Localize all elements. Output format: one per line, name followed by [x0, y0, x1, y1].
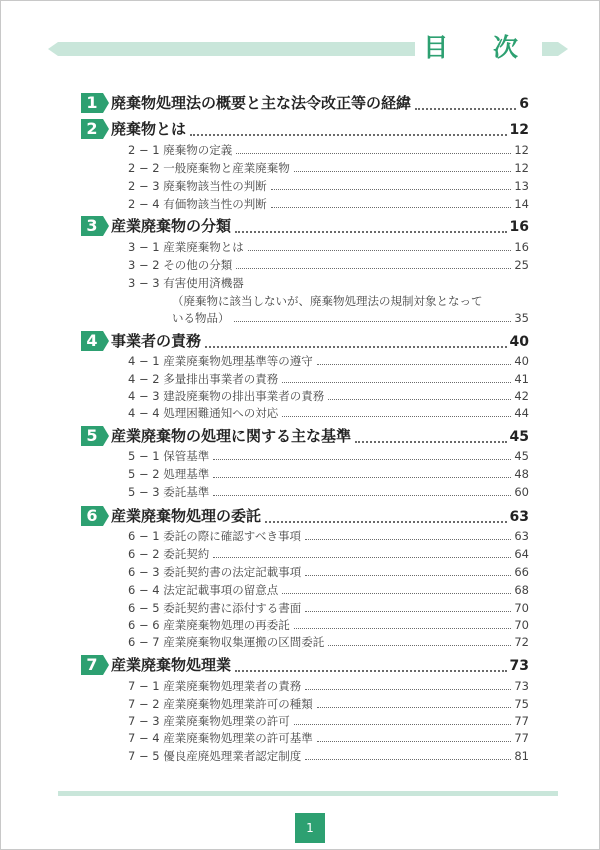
- toc-section-3-2[interactable]: [128, 257, 529, 273]
- page-number: 77: [514, 731, 529, 745]
- dot-leader: [415, 108, 516, 110]
- section-title: 5 − 2 処理基準: [128, 467, 210, 481]
- page-number: 6: [519, 96, 529, 112]
- page-number: 73: [514, 679, 529, 693]
- section-title: 2 − 4 有価物該当性の判断: [128, 197, 267, 211]
- page-number: 16: [509, 219, 529, 235]
- dot-leader: [282, 416, 511, 417]
- page-number: 60: [514, 485, 529, 499]
- footer-band: [58, 791, 558, 796]
- dot-leader: [328, 399, 511, 400]
- chapter-number-badge: 3: [81, 216, 103, 236]
- toc-section-5-3[interactable]: [128, 484, 529, 500]
- section-title: 2 − 2 一般廃棄物と産業廃棄物: [128, 161, 290, 175]
- chapter-number-badge: 4: [81, 331, 103, 351]
- dot-leader: [213, 495, 511, 496]
- page-number: 16: [514, 240, 529, 254]
- page-number: 42: [514, 389, 529, 403]
- section-title: 4 − 2 多量排出事業者の責務: [128, 372, 279, 386]
- toc-section-6-6[interactable]: [128, 617, 529, 633]
- dot-leader: [355, 441, 507, 443]
- chapter-title: 産業廃棄物の分類: [111, 217, 232, 235]
- section-title: 5 − 1 保管基準: [128, 449, 210, 463]
- page-number: 75: [514, 697, 529, 711]
- chapter-title: 廃棄物とは: [111, 120, 187, 138]
- dot-leader: [213, 557, 511, 558]
- page-number: 40: [509, 334, 529, 350]
- dot-leader: [282, 382, 511, 383]
- dot-leader: [305, 611, 511, 612]
- chapter-number-badge: 2: [81, 119, 103, 139]
- page-number: 70: [514, 601, 529, 615]
- page-number: 70: [514, 618, 529, 632]
- toc-chapter-2[interactable]: [81, 118, 529, 140]
- toc-section-4-1[interactable]: [128, 353, 529, 369]
- toc-section-4-3[interactable]: [128, 388, 529, 404]
- toc-section-6-3[interactable]: [128, 564, 529, 580]
- toc-chapter-5[interactable]: [81, 425, 529, 447]
- page-number: 12: [509, 122, 529, 138]
- page-number: 63: [509, 509, 529, 525]
- toc-section-7-2[interactable]: [128, 696, 529, 712]
- dot-leader: [213, 477, 511, 478]
- dot-leader: [317, 707, 512, 708]
- dot-leader: [282, 593, 511, 594]
- chapter-number-badge: 6: [81, 506, 103, 526]
- section-title: 7 − 3 産業廃棄物処理業の許可: [128, 714, 290, 728]
- page-number: 63: [514, 529, 529, 543]
- dot-leader: [305, 759, 511, 760]
- page-number: 64: [514, 547, 529, 561]
- page-number: 72: [514, 635, 529, 649]
- page-number: 68: [514, 583, 529, 597]
- chapter-title: 事業者の責務: [111, 332, 202, 350]
- dot-leader: [317, 364, 512, 365]
- page-number: 41: [514, 372, 529, 386]
- toc-section-3-1[interactable]: [128, 239, 529, 255]
- dot-leader: [248, 250, 512, 251]
- dot-leader: [294, 628, 512, 629]
- chapter-title: 産業廃棄物処理の委託: [111, 507, 262, 525]
- section-title: 6 − 7 産業廃棄物収集運搬の区間委託: [128, 635, 325, 649]
- dot-leader: [205, 346, 507, 348]
- section-title: 6 − 1 委託の際に確認すべき事項: [128, 529, 302, 543]
- toc-chapter-3[interactable]: [81, 215, 529, 237]
- toc-section-2-1[interactable]: [128, 142, 529, 158]
- page-number: 45: [509, 429, 529, 445]
- page-number: 48: [514, 467, 529, 481]
- section-title: 7 − 1 産業廃棄物処理業者の責務: [128, 679, 302, 693]
- section-title: 2 − 3 廃棄物該当性の判断: [128, 179, 267, 193]
- page-number: 13: [514, 179, 529, 193]
- dot-leader: [305, 575, 511, 576]
- section-title: 4 − 1 産業廃棄物処理基準等の遵守: [128, 354, 313, 368]
- section-title: 4 − 4 処理困難通知への対応: [128, 406, 279, 420]
- page-number: 14: [514, 197, 529, 211]
- toc-section-3-3-note-end[interactable]: [172, 310, 529, 326]
- chapter-title: 廃棄物処理法の概要と主な法令改正等の経緯: [111, 94, 412, 112]
- section-title: 5 − 3 委託基準: [128, 485, 210, 499]
- page-number: 40: [514, 354, 529, 368]
- toc-section-5-1[interactable]: [128, 448, 529, 464]
- section-title: 7 − 2 産業廃棄物処理業許可の種類: [128, 697, 313, 711]
- dot-leader: [271, 189, 512, 190]
- dot-leader: [305, 539, 511, 540]
- toc-section-7-5[interactable]: [128, 748, 529, 764]
- toc-section-2-2[interactable]: [128, 160, 529, 176]
- chapter-title: 産業廃棄物処理業: [111, 656, 232, 674]
- page-number: 12: [514, 161, 529, 175]
- toc-section-2-4[interactable]: [128, 196, 529, 212]
- page-number: 12: [514, 143, 529, 157]
- toc-section-7-4[interactable]: [128, 730, 529, 746]
- dot-leader: [294, 724, 512, 725]
- chapter-title: 産業廃棄物の処理に関する主な基準: [111, 427, 352, 445]
- toc-section-2-3[interactable]: [128, 178, 529, 194]
- section-title: 3 − 2 その他の分類: [128, 258, 233, 272]
- toc-section-6-5[interactable]: [128, 600, 529, 616]
- page-number: 81: [514, 749, 529, 763]
- section-title: 3 − 1 産業廃棄物とは: [128, 240, 244, 254]
- toc-chapter-4[interactable]: [81, 330, 529, 352]
- toc-chapter-7[interactable]: [81, 654, 529, 676]
- section-title: 6 − 5 委託契約書に添付する書面: [128, 601, 302, 615]
- dot-leader: [328, 645, 511, 646]
- page-number: 77: [514, 714, 529, 728]
- toc-section-5-2[interactable]: [128, 466, 529, 482]
- page-number: 73: [509, 658, 529, 674]
- dot-leader: [235, 231, 507, 233]
- dot-leader: [213, 459, 511, 460]
- section-title: 6 − 3 委託契約書の法定記載事項: [128, 565, 302, 579]
- section-title: 6 − 6 産業廃棄物処理の再委託: [128, 618, 290, 632]
- dot-leader: [265, 521, 507, 523]
- section-title: 6 − 4 法定記載事項の留意点: [128, 583, 279, 597]
- toc-section-7-1[interactable]: [128, 678, 529, 694]
- toc-chapter-6[interactable]: [81, 505, 529, 527]
- section-title: 7 − 5 優良産廃処理業者認定制度: [128, 749, 302, 763]
- toc-section-6-1[interactable]: [128, 528, 529, 544]
- chapter-number-badge: 7: [81, 655, 103, 675]
- dot-leader: [236, 268, 511, 269]
- section-title: 4 − 3 建設廃棄物の排出事業者の責務: [128, 389, 325, 403]
- section-title: 6 − 2 委託契約: [128, 547, 210, 561]
- chapter-number-badge: 5: [81, 426, 103, 446]
- toc-chapter-1[interactable]: [81, 92, 529, 114]
- toc-section-6-7[interactable]: [128, 634, 529, 650]
- toc-section-6-2[interactable]: [128, 546, 529, 562]
- toc-section-7-3[interactable]: [128, 713, 529, 729]
- toc-section-3-3-title[interactable]: 3 − 3 有害使用済機器: [128, 276, 244, 290]
- toc-section-4-4[interactable]: [128, 405, 529, 421]
- section-title: 7 − 4 産業廃棄物処理業の許可基準: [128, 731, 313, 745]
- dot-leader: [236, 153, 511, 154]
- footer-page-number: 1: [295, 813, 325, 843]
- section-title: 2 − 1 廃棄物の定義: [128, 143, 233, 157]
- page-number: 35: [514, 311, 529, 325]
- page-number: 44: [514, 406, 529, 420]
- section-note-continued: いる物品）: [172, 311, 230, 325]
- toc-section-6-4[interactable]: [128, 582, 529, 598]
- dot-leader: [294, 171, 512, 172]
- dot-leader: [235, 670, 507, 672]
- toc-section-3-3-note: （廃棄物に該当しないが、廃棄物処理法の規制対象となって: [172, 294, 483, 308]
- dot-leader: [271, 207, 512, 208]
- dot-leader: [234, 321, 512, 322]
- dot-leader: [305, 689, 511, 690]
- toc-section-4-2[interactable]: [128, 371, 529, 387]
- page-title: 目 次: [415, 31, 542, 65]
- chapter-number-badge: 1: [81, 93, 103, 113]
- page-number: 45: [514, 449, 529, 463]
- dot-leader: [317, 741, 512, 742]
- page-number: 66: [514, 565, 529, 579]
- dot-leader: [190, 134, 507, 136]
- page-number: 25: [514, 258, 529, 272]
